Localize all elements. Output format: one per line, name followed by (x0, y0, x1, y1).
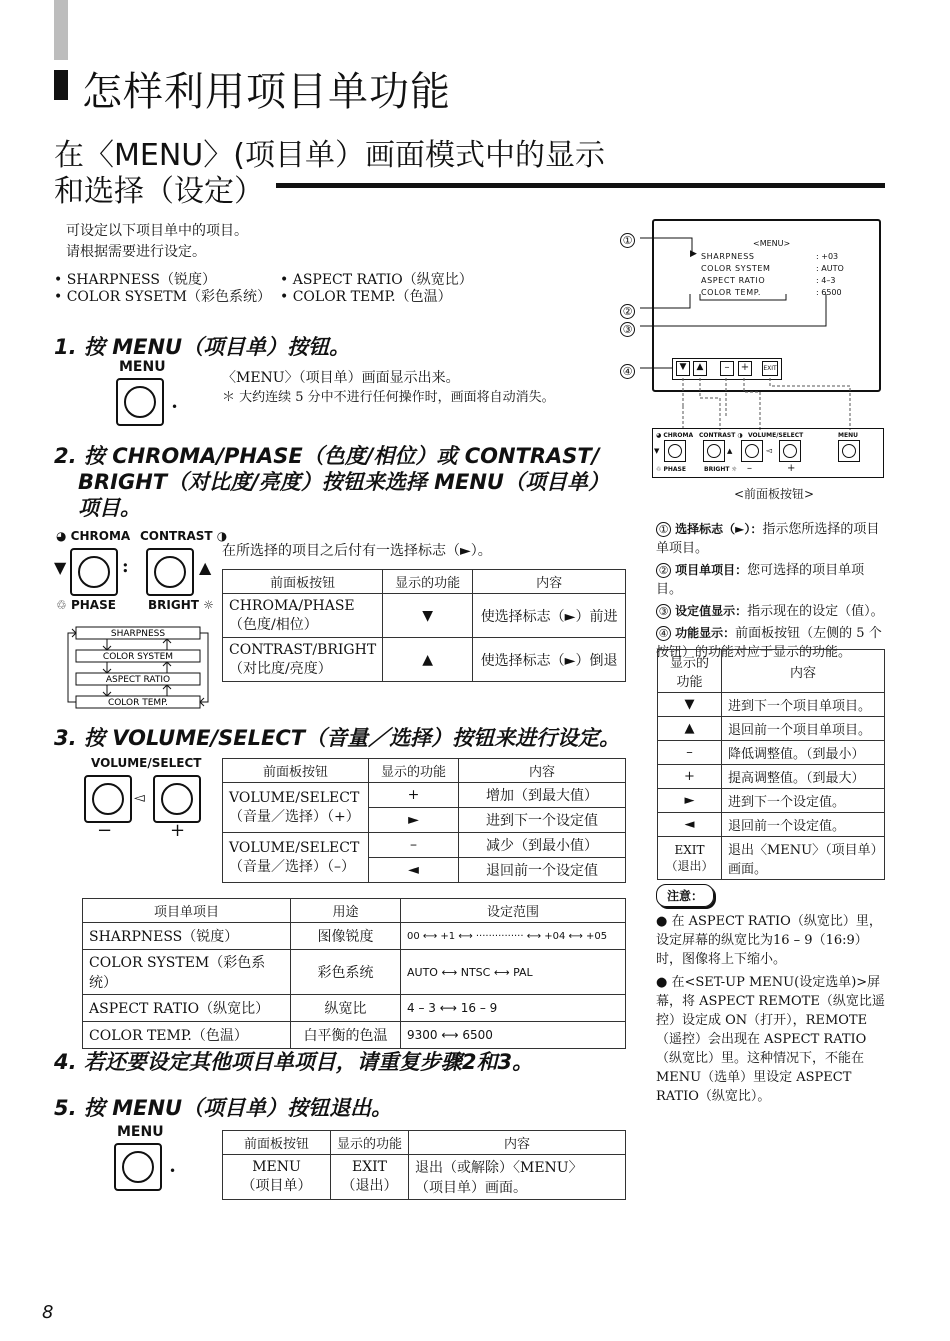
screen-item: SHARPNESS (701, 252, 755, 261)
chroma-text: CHROMA (70, 529, 131, 543)
step1-note: ＊ 大约连续 5 分中不进行任何操作时，画面将自动消失。 (222, 390, 555, 405)
table-cell: ASPECT RATIO（纵宽比） (83, 995, 291, 1022)
minus-label: − (97, 820, 113, 841)
panel-volume-ramp-icon: ◅ (766, 446, 773, 455)
table-header: 内容 (473, 570, 626, 594)
table-cell: 退回前一个设定值 (459, 858, 626, 883)
subtitle-rule (276, 183, 885, 188)
table-header: 内容 (722, 650, 885, 693)
step1-title: 1. 按 MENU（项目单）按钮。 (54, 335, 351, 359)
plus-label: + (170, 820, 186, 841)
callout-num: ① (620, 233, 635, 248)
cell-text: EXIT (351, 1159, 388, 1175)
table-cell (223, 833, 369, 883)
chroma-icon: ◕ (56, 529, 67, 543)
callout-num: ② (620, 304, 635, 319)
table-cell: 增加（到最大值） (459, 783, 626, 808)
cell-text: （退出） (341, 1178, 398, 1194)
legend-list (656, 520, 888, 662)
menu-button[interactable] (116, 378, 164, 426)
table-row (223, 783, 626, 808)
sidebar-bar (54, 0, 68, 60)
func-exit-label: EXIT (762, 361, 778, 376)
panel-contrast-label: CONTRAST ◑ (699, 432, 743, 439)
func-minus-icon: – (720, 361, 734, 376)
cell-text: （对比度/亮度） (229, 660, 332, 677)
step2-note: 在所选择的项目之后付有一选择标志（►）。 (222, 543, 492, 559)
callout-line-3 (640, 294, 826, 326)
table-row (658, 717, 885, 741)
table-cell: – (658, 741, 722, 765)
item-bullet: • SHARPNESS（锐度） (54, 272, 216, 288)
panel-chroma-button[interactable] (664, 440, 686, 462)
cell-text: 退出（或解除）〈MENU〉 (415, 1160, 583, 1176)
step1-text: 〈MENU〉（项目单）画面显示出来。 (222, 370, 460, 386)
func-up-icon: ▲ (693, 361, 707, 376)
table-cell: 9300 ⟷ 6500 (401, 1022, 626, 1049)
table-cell: + (369, 783, 459, 808)
contrast-text: CONTRAST (140, 529, 213, 543)
table-row (223, 638, 626, 682)
screen-item: COLOR SYSTEM (701, 264, 771, 273)
up-arrow-icon: ▲ (199, 558, 212, 577)
notes-title: 注意： (656, 884, 714, 907)
table-cell: SHARPNESS（锐度） (83, 923, 291, 950)
menu-items-table (82, 898, 626, 1049)
panel-down-icon: ▼ (654, 447, 660, 455)
panel-contrast-text: CONTRAST (699, 432, 736, 439)
table-cell: 纵宽比 (291, 995, 401, 1022)
table-cell: AUTO ⟷ NTSC ⟷ PAL (401, 950, 626, 995)
volume-ramp-icon: ◅ (134, 790, 145, 806)
table-cell: 图像锐度 (291, 923, 401, 950)
menu-exit-knob (122, 1151, 154, 1183)
dashed-lines (683, 378, 850, 430)
step2-title-line3: 项目。 (78, 496, 141, 520)
screen-value: : 4–3 (816, 276, 836, 285)
intro-text (66, 221, 248, 263)
volume-minus-knob (92, 783, 124, 815)
panel-plus-label: + (787, 463, 796, 474)
table-header: 显示的功能 (658, 650, 722, 693)
volume-select-label: VOLUME/SELECT (91, 756, 202, 770)
flow-loop-left (68, 629, 76, 702)
table-cell: 减少（到最小值） (459, 833, 626, 858)
callout-1 (620, 229, 635, 248)
callout-lines (616, 226, 846, 376)
function-table (657, 649, 885, 880)
table-row (83, 995, 626, 1022)
table-row (658, 765, 885, 789)
step5-title: 5. 按 MENU（项目单）按钮退出。 (54, 1096, 393, 1120)
table-cell: – (369, 833, 459, 858)
table-cell (409, 1155, 626, 1200)
func-plus-icon: + (738, 361, 752, 376)
table-cell (331, 1155, 409, 1200)
panel-contrast-button[interactable] (703, 440, 725, 462)
intro-line: 请根据需要进行设定。 (66, 244, 206, 260)
callout-num: ③ (620, 322, 635, 337)
volume-plus-knob (161, 783, 193, 815)
screen-value: : AUTO (816, 264, 844, 273)
legend-num: ③ (656, 604, 671, 619)
table-row (658, 693, 885, 717)
panel-menu-button[interactable] (838, 440, 860, 462)
flow-up-arrows (163, 639, 171, 696)
section-subtitle-line2: 和选择（设定） (54, 174, 264, 209)
legend-term: 功能显示： (675, 626, 736, 640)
legend-desc: 前面板按钮（左侧的 5 个按钮）的功能对应于显示的功能。 (656, 626, 882, 660)
flow-item: COLOR SYSTEM (102, 652, 174, 662)
panel-phase-label: ♲ PHASE (656, 466, 686, 473)
note-item: ● 在<SET-UP MENU(设定选单)>屏幕，将 ASPECT REMOTE（纵宽比遥控）设定成 ON（打开），REMOTE（遥控）会出现在 ASPECT RATIO（纵宽比）里。这种情况下，不能在 MENU（选单）里设定 ASPECT RATIO（纵宽比）。 (656, 975, 885, 1104)
table-header: 显示的功能 (331, 1131, 409, 1155)
contrast-icon: ◑ (216, 529, 228, 543)
cell-text: （色度/相位） (229, 616, 318, 633)
menu-button-label: MENU (117, 1124, 164, 1140)
table-cell: 使选择标志（►）前进 (473, 594, 626, 638)
table-header: 前面板按钮 (223, 570, 383, 594)
page-title: 怎样利用项目单功能 (82, 69, 451, 115)
panel-volume-minus-button[interactable] (741, 440, 763, 462)
table-row (223, 594, 626, 638)
table-cell: 进到下一个项目单项目。 (722, 693, 885, 717)
table-cell: 退回前一个项目单项目。 (722, 717, 885, 741)
table-cell: 降低调整值。（到最小） (722, 741, 885, 765)
table-header: 前面板按钮 (223, 759, 369, 783)
table-cell: ▲ (658, 717, 722, 741)
panel-minus-label: – (747, 463, 752, 474)
screen-value: : 6500 (816, 288, 842, 297)
table-header: 前面板按钮 (223, 1131, 331, 1155)
step2-title-line2: BRIGHT（对比度/亮度）按钮来选择 MENU（项目单） (78, 470, 609, 494)
cell-text: （项目单） (241, 1178, 312, 1194)
legend-item (656, 520, 888, 558)
legend-desc: 您可选择的项目单项目。 (656, 563, 865, 597)
item-bullet: • COLOR TEMP.（色温） (280, 289, 452, 305)
table-row (658, 741, 885, 765)
bracket-items (700, 294, 786, 300)
flow-loop-right (200, 633, 208, 706)
sun-icon: ☼ (203, 598, 214, 612)
dot-icon: • (169, 1164, 177, 1178)
down-arrow-icon: ▼ (54, 558, 67, 577)
legend-desc: 指示您所选择的项目单项目。 (656, 522, 880, 556)
bright-text: BRIGHT (148, 598, 199, 612)
table-row (658, 837, 885, 880)
flow-item: ASPECT RATIO (105, 675, 171, 685)
table-cell: ◄ (369, 858, 459, 883)
cell-text: VOLUME/SELECT (229, 839, 360, 856)
step3-table (222, 758, 626, 883)
table-cell: COLOR SYSTEM（彩色系统） (83, 950, 291, 995)
cell-text: CHROMA/PHASE (229, 597, 355, 614)
cell-text: VOLUME/SELECT (229, 789, 360, 806)
table-header: 用途 (291, 899, 401, 923)
screen-item: COLOR TEMP. (701, 288, 762, 297)
volume-minus-button[interactable] (84, 775, 132, 823)
panel-menu-label: MENU (838, 432, 858, 439)
chroma-label (56, 529, 130, 543)
legend-term: 选择标志（►）： (675, 522, 763, 536)
table-cell: 使选择标志（►）倒退 (473, 638, 626, 682)
table-cell: 00 ⟷ +1 ⟷ ··············· ⟷ +04 ⟷ +05 (401, 923, 626, 950)
table-header: 项目单项目 (83, 899, 291, 923)
table-cell (223, 638, 383, 682)
table-cell: 进到下一个设定值 (459, 808, 626, 833)
panel-bright-text: BRIGHT (704, 466, 730, 473)
table-cell: 4 – 3 ⟷ 16 – 9 (401, 995, 626, 1022)
step5-table (222, 1130, 626, 1200)
section-subtitle-line1: 在〈MENU〉(项目单）画面模式中的显示 (54, 138, 605, 173)
volume-plus-button[interactable] (153, 775, 201, 823)
table-cell: COLOR TEMP.（色温） (83, 1022, 291, 1049)
panel-volume-label: VOLUME/SELECT (748, 432, 804, 439)
legend-desc: 指示现在的设定（值）。 (747, 604, 884, 619)
legend-item (656, 561, 888, 599)
step2-table (222, 569, 626, 682)
panel-chroma-text: CHROMA (663, 432, 694, 439)
func-down-icon: ▼ (676, 361, 690, 376)
cell-text: （音量／选择）（+） (229, 808, 360, 825)
table-row (83, 950, 626, 995)
chroma-phase-button[interactable] (70, 548, 118, 596)
callout-line-2 (640, 294, 690, 308)
selection-mark-icon: ▶ (690, 249, 697, 259)
callout-line-1 (640, 238, 692, 254)
table-cell: ► (658, 789, 722, 813)
legend-num: ① (656, 522, 671, 537)
table-row (223, 833, 626, 858)
page-number: 8 (42, 1302, 54, 1323)
flow-item: COLOR TEMP. (107, 698, 169, 708)
flow-down-arrows (103, 639, 111, 696)
cell-text: （音量／选择）（–） (229, 858, 355, 875)
table-cell (223, 1155, 331, 1200)
title-marker (54, 70, 68, 100)
table-cell (223, 783, 369, 833)
table-header: 显示的功能 (369, 759, 459, 783)
phase-icon: ♲ (56, 598, 67, 612)
panel-up-icon: ▲ (727, 447, 733, 455)
cell-text: MENU (252, 1159, 301, 1175)
table-cell: 退出〈MENU〉（项目单）画面。 (722, 837, 885, 880)
legend-num: ② (656, 563, 671, 578)
colon-separator: : (122, 556, 129, 577)
callout-num: ④ (620, 364, 635, 379)
table-cell: ► (369, 808, 459, 833)
panel-caption: <前面板按钮> (734, 487, 815, 501)
table-cell: 白平衡的色温 (291, 1022, 401, 1049)
table-header: 设定范围 (401, 899, 626, 923)
flow-item: SHARPNESS (110, 629, 166, 639)
legend-item (656, 602, 888, 621)
table-row (658, 789, 885, 813)
table-cell: ▼ (383, 594, 473, 638)
table-cell: + (658, 765, 722, 789)
callout-4 (620, 360, 635, 379)
cell-text: CONTRAST/BRIGHT (229, 641, 377, 658)
menu-exit-button[interactable] (114, 1143, 162, 1191)
step4-title: 4. 若还要设定其他项目单项目，请重复步骤2和3。 (54, 1050, 534, 1074)
table-cell (223, 594, 383, 638)
note-item: ● 在 ASPECT RATIO（纵宽比）里，设定屏幕的纵宽比为16 – 9（16:9）时，图像将上下缩小。 (656, 914, 882, 967)
table-cell: 退回前一个设定值。 (722, 813, 885, 837)
legend-term: 项目单项目： (675, 563, 748, 577)
table-cell: ◄ (658, 813, 722, 837)
table-header: 显示的功能 (383, 570, 473, 594)
chroma-phase-knob (78, 556, 110, 588)
table-row (658, 813, 885, 837)
item-bullet: • COLOR SYSETM（彩色系统） (54, 289, 271, 305)
item-bullet: • ASPECT RATIO（纵宽比） (280, 272, 473, 288)
notes-list (656, 912, 888, 1106)
table-cell: ▼ (658, 693, 722, 717)
step2-title-line1: 2. 按 CHROMA/PHASE（色度/相位）或 CONTRAST/ (54, 444, 600, 468)
screen-item: ASPECT RATIO (701, 276, 766, 285)
intro-line: 可设定以下项目单中的项目。 (66, 223, 248, 239)
bright-label (148, 598, 214, 612)
panel-bright-label: BRIGHT ☼ (704, 466, 737, 473)
menu-flow-diagram (62, 622, 217, 710)
dashed-connectors (670, 378, 860, 432)
contrast-label (140, 529, 227, 543)
table-row (83, 1022, 626, 1049)
callout-2 (620, 300, 635, 319)
panel-volume-plus-button[interactable] (779, 440, 801, 462)
table-header: 内容 (459, 759, 626, 783)
table-header: 内容 (409, 1131, 626, 1155)
dot-icon: • (171, 400, 179, 414)
screen-value: : +03 (816, 252, 839, 261)
table-cell: 提高调整值。（到最大） (722, 765, 885, 789)
screen-menu-title: <MENU> (753, 239, 791, 248)
table-cell: 彩色系统 (291, 950, 401, 995)
cell-text: （项目单）画面。 (415, 1180, 527, 1196)
panel-chroma-label: ◕ CHROMA (656, 432, 694, 439)
table-cell: ▲ (383, 638, 473, 682)
phase-text: PHASE (70, 598, 116, 612)
phase-label (56, 598, 116, 612)
callout-3 (620, 318, 635, 337)
contrast-bright-button[interactable] (146, 548, 194, 596)
menu-button-knob (124, 386, 156, 418)
contrast-bright-knob (154, 556, 186, 588)
legend-term: 设定值显示： (675, 604, 748, 618)
table-row (223, 1155, 626, 1200)
table-cell: 进到下一个设定值。 (722, 789, 885, 813)
table-row (83, 923, 626, 950)
panel-phase-text: PHASE (663, 466, 686, 473)
table-cell: EXIT（退出） (658, 837, 722, 880)
step3-title: 3. 按 VOLUME/SELECT（音量／选择）按钮来进行设定。 (54, 726, 621, 750)
menu-button-label: MENU (119, 359, 166, 375)
legend-num: ④ (656, 626, 671, 641)
